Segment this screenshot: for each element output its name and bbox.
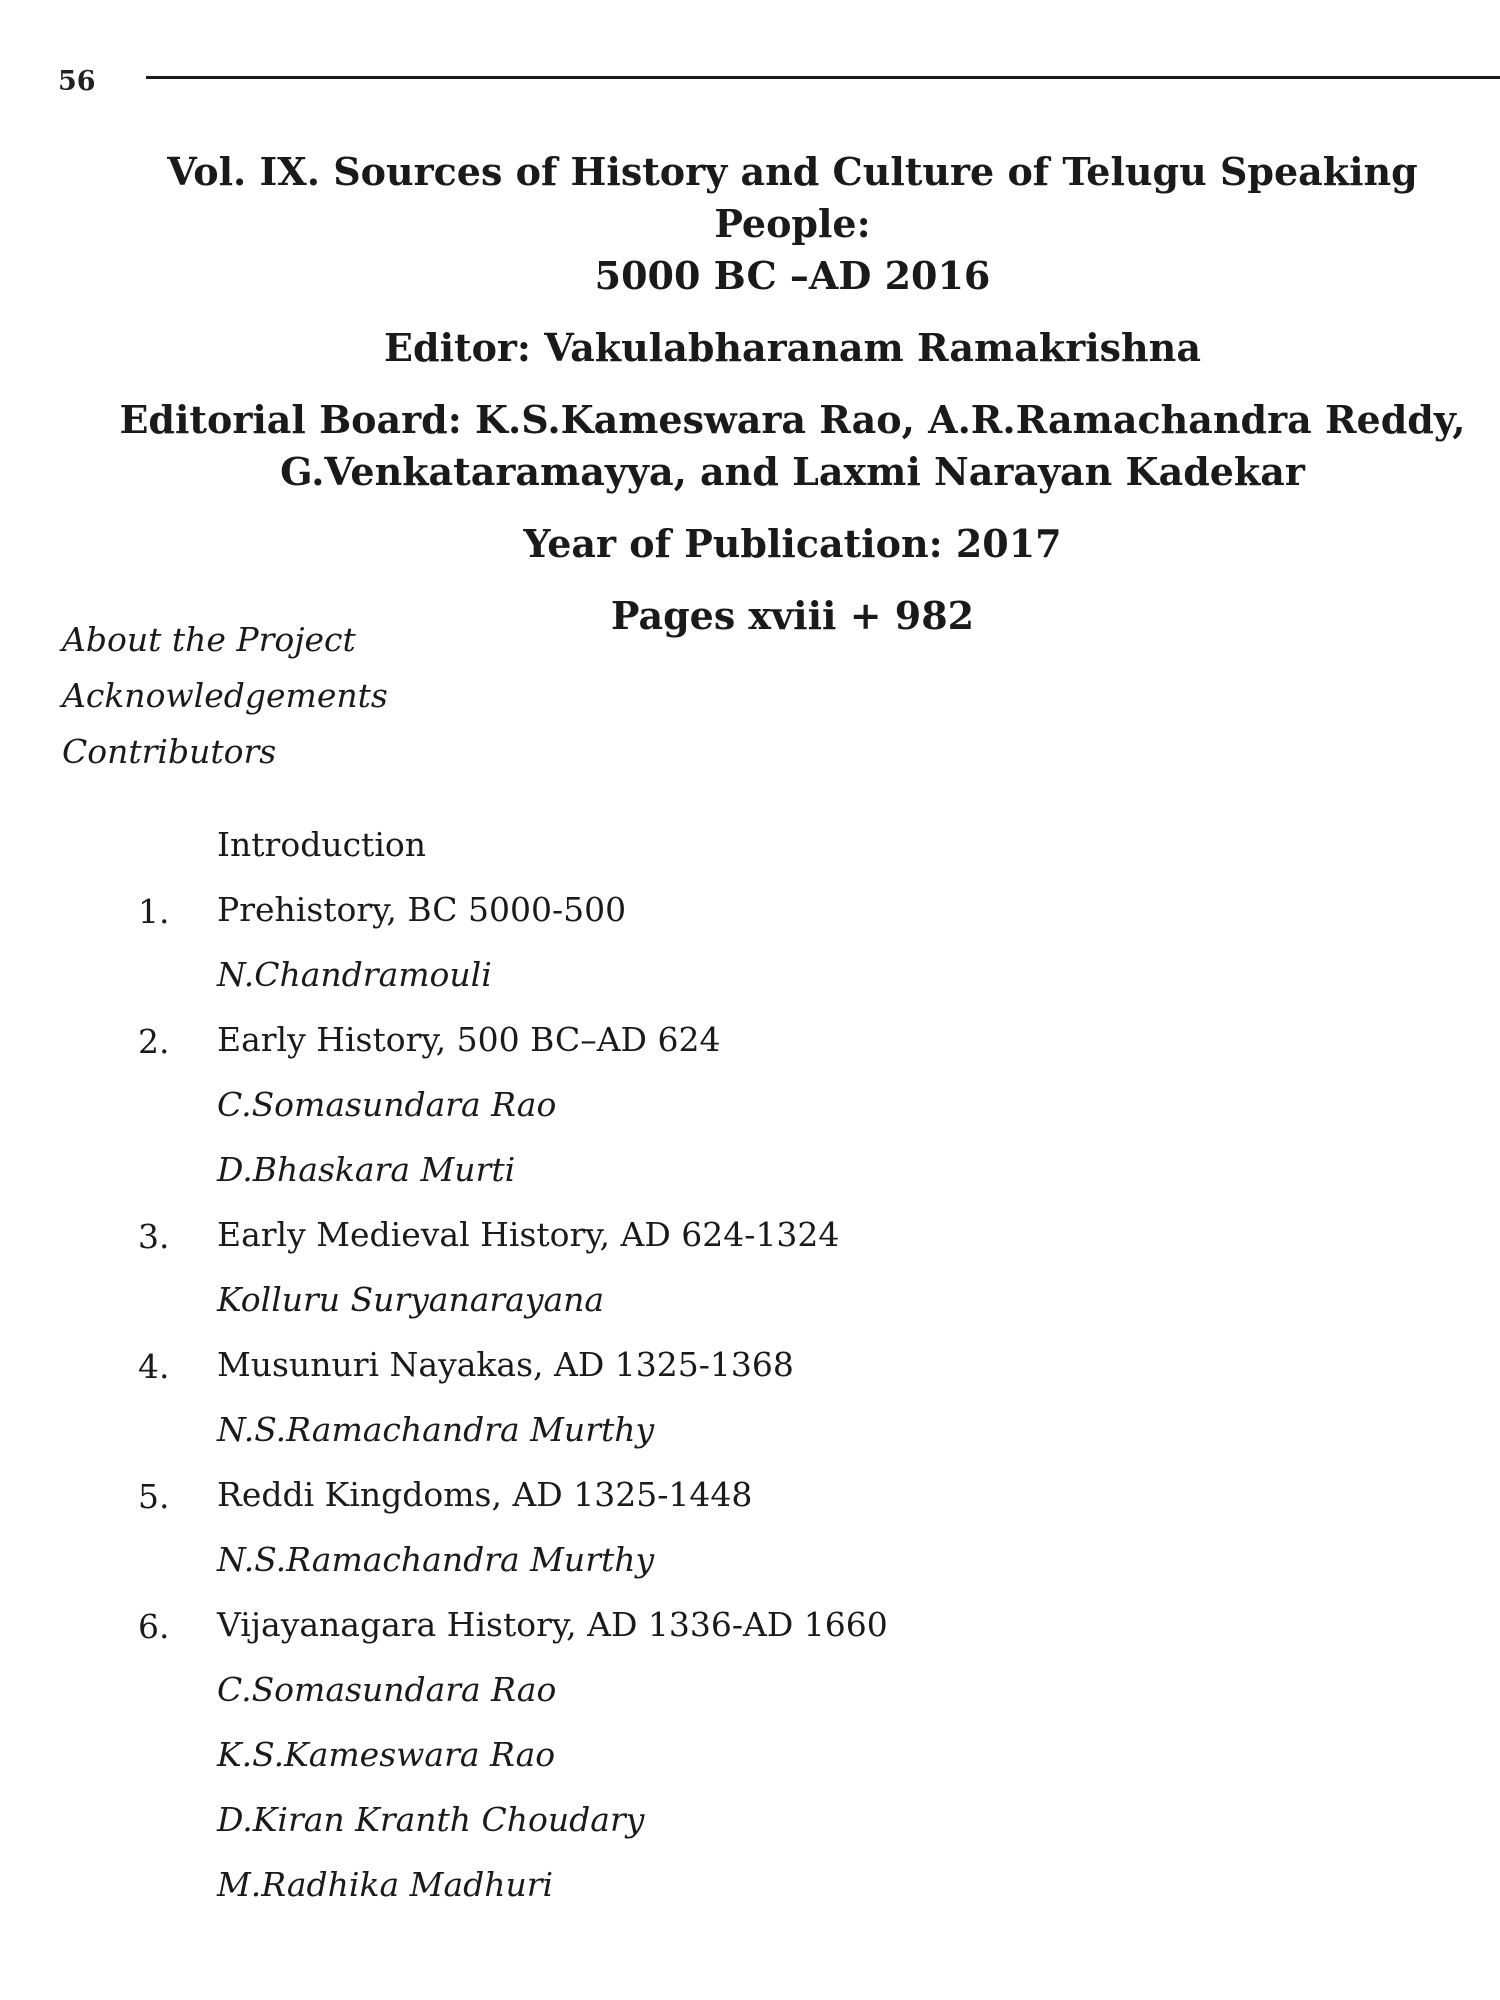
chapter-author: C.Somasundara Rao [217,1670,557,1709]
chapter-author: D.Bhaskara Murti [217,1150,516,1189]
front-matter-item: Acknowledgements [62,676,388,715]
chapter-title: Early Medieval History, AD 624-1324 [217,1215,840,1254]
editor-line: Editor: Vakulabharanam Ramakrishna [384,325,1201,370]
chapter-number: 2. [138,1022,170,1061]
table-of-contents [62,612,1462,1904]
chapter-entry [138,877,1438,942]
chapter-list [138,812,1438,1917]
editorial-board-line-1: Editorial Board: K.S.Kameswara Rao, A.R.Ramachandra Reddy, [119,397,1466,442]
chapter-author: N.Chandramouli [217,955,492,994]
chapter-entry [138,1202,1438,1267]
chapter-entry [138,1007,1438,1072]
chapter-entry [138,1592,1438,1657]
chapter-title: Early History, 500 BC–AD 624 [217,1020,721,1059]
chapter-title: Musunuri Nayakas, AD 1325-1368 [217,1345,794,1384]
page-number: 56 [58,66,96,97]
chapter-author: D.Kiran Kranth Choudary [217,1800,645,1839]
page-count: Pages xviii + 982 [610,593,975,638]
chapter-number: 5. [138,1477,170,1516]
volume-title-block [0,146,1500,642]
introduction-entry: Introduction [217,825,426,864]
chapter-author: M.Radhika Madhuri [217,1865,554,1904]
chapter-entry [138,1462,1438,1527]
chapter-title: Vijayanagara History, AD 1336-AD 1660 [217,1605,888,1644]
volume-title-line-1: Vol. IX. Sources of History and Culture of Telugu Speaking People: [167,149,1418,246]
chapter-entry [138,1332,1438,1397]
chapter-title: Reddi Kingdoms, AD 1325-1448 [217,1475,753,1514]
chapter-author: C.Somasundara Rao [217,1085,557,1124]
chapter-number: 6. [138,1607,170,1646]
header-rule [146,76,1500,79]
publication-year: Year of Publication: 2017 [523,521,1062,566]
front-matter-item: Contributors [62,732,277,771]
chapter-author: N.S.Ramachandra Murthy [217,1410,655,1449]
chapter-number: 1. [138,892,170,931]
chapter-author: Kolluru Suryanarayana [217,1280,605,1319]
front-matter-list [62,612,1462,780]
front-matter-item: About the Project [62,620,356,659]
volume-title-line-2: 5000 BC –AD 2016 [594,253,991,298]
chapter-number: 4. [138,1347,170,1386]
chapter-title: Prehistory, BC 5000-500 [217,890,627,929]
chapter-author: N.S.Ramachandra Murthy [217,1540,655,1579]
page-header [58,62,1500,102]
chapter-number: 3. [138,1217,170,1256]
chapter-author: K.S.Kameswara Rao [217,1735,556,1774]
editorial-board-line-2: G.Venkataramayya, and Laxmi Narayan Kadekar [280,449,1305,494]
